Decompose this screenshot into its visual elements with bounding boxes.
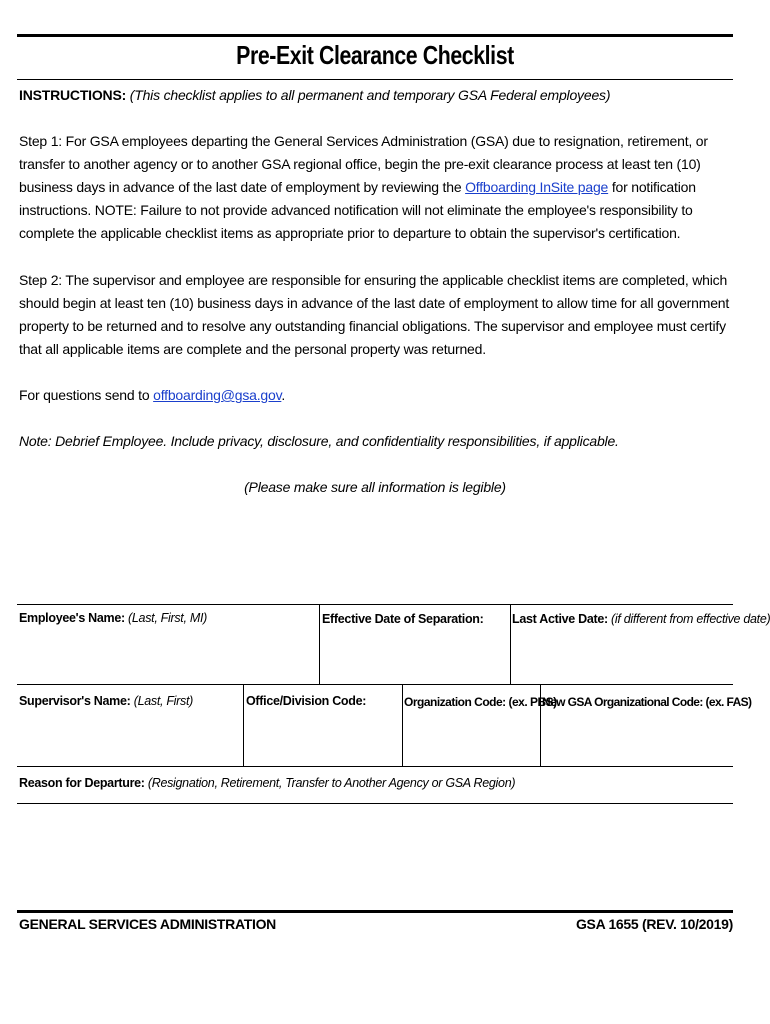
last-active-date-field[interactable] (511, 636, 732, 683)
employee-name-label-text: Employee's Name: (19, 611, 125, 625)
office-code-label-text: Office/Division Code: (246, 694, 367, 708)
form-row2-rule (17, 684, 733, 685)
employee-name-hint: (Last, First, MI) (128, 611, 207, 625)
questions-prefix: For questions send to (19, 387, 154, 403)
last-active-hint: (if different from effective date) (611, 612, 770, 626)
supervisor-name-hint: (Last, First) (133, 694, 193, 708)
page-title: Pre-Exit Clearance Checklist (236, 40, 514, 70)
step1-paragraph (19, 130, 733, 245)
legible-notice: (Please make sure all information is legible) (244, 479, 506, 495)
offboarding-email-link[interactable]: offboarding@gsa.gov (153, 387, 282, 403)
org-code-label-text: Organization Code: (ex. PBS) (404, 695, 557, 709)
supervisor-name-label (19, 693, 193, 709)
employee-name-label (19, 610, 207, 626)
reason-hint: (Resignation, Retirement, Transfer to Another Agency or GSA Region) (147, 776, 516, 790)
last-active-label-text: Last Active Date: (512, 612, 608, 626)
effective-date-label (322, 611, 483, 627)
footer-form-number: GSA 1655 (REV. 10/2019) (575, 916, 733, 932)
new-org-code-field[interactable] (541, 718, 732, 765)
reason-label-text: Reason for Departure: (19, 776, 145, 790)
footer-rule (17, 910, 733, 913)
step2-paragraph: Step 2: The supervisor and employee are responsible for ensuring the applicable checklist items are completed, which should begin at least ten (10) business days in advance of the last date of employment to allow time for all government property to be returned and to resolve any outstanding financial obligations. The supervisor and employee must certify that all applicable items are complete and the personal property was returned. (19, 272, 730, 357)
instructions-text: (This checklist applies to all permanent and temporary GSA Federal employees) (129, 87, 611, 103)
offboarding-insite-link[interactable]: Offboarding InSite page (465, 179, 609, 195)
reason-field[interactable] (18, 792, 732, 802)
questions-line (19, 384, 733, 407)
new-org-code-label (542, 694, 751, 710)
effective-date-field[interactable] (320, 636, 509, 683)
note-line: Note: Debrief Employee. Include privacy, disclosure, and confidentiality responsibilities, if applicable. (19, 433, 619, 449)
employee-name-field[interactable] (18, 636, 318, 683)
supervisor-name-label-text: Supervisor's Name: (19, 694, 131, 708)
supervisor-name-field[interactable] (18, 718, 242, 765)
instructions-label: INSTRUCTIONS: (19, 87, 127, 103)
form-row3-rule (17, 766, 733, 767)
form-top-rule (17, 604, 733, 605)
last-active-label (512, 611, 770, 627)
instructions (19, 84, 733, 107)
questions-suffix: . (281, 387, 286, 403)
reason-label (19, 775, 515, 791)
org-code-label (404, 694, 557, 710)
top-rule (17, 34, 733, 37)
title-rule (17, 79, 733, 80)
office-code-field[interactable] (244, 718, 401, 765)
footer-agency: GENERAL SERVICES ADMINISTRATION (19, 916, 276, 932)
step1-text-after: for notification instructions. NOTE: Failure to not provide advanced notification will not eliminate the employee's responsibility to complete the applicable checklist items as appropriate prior to departure to obtain the supervisor's certification. (19, 179, 696, 241)
step1-text-before: Step 1: For GSA employees departing the General Services Administration (GSA) due to resignation, retirement, or transfer to another agency or to another GSA regional office, begin the pre-exit clearance process at least ten (10) business days in advance of the last date of employment by reviewing the (19, 133, 708, 195)
form-bottom-rule (17, 803, 733, 804)
effective-date-label-text: Effective Date of Separation: (322, 612, 484, 626)
office-code-label (246, 693, 366, 709)
new-org-code-label-text: New GSA Organizational Code: (ex. FAS) (542, 695, 752, 709)
org-code-field[interactable] (403, 718, 539, 765)
